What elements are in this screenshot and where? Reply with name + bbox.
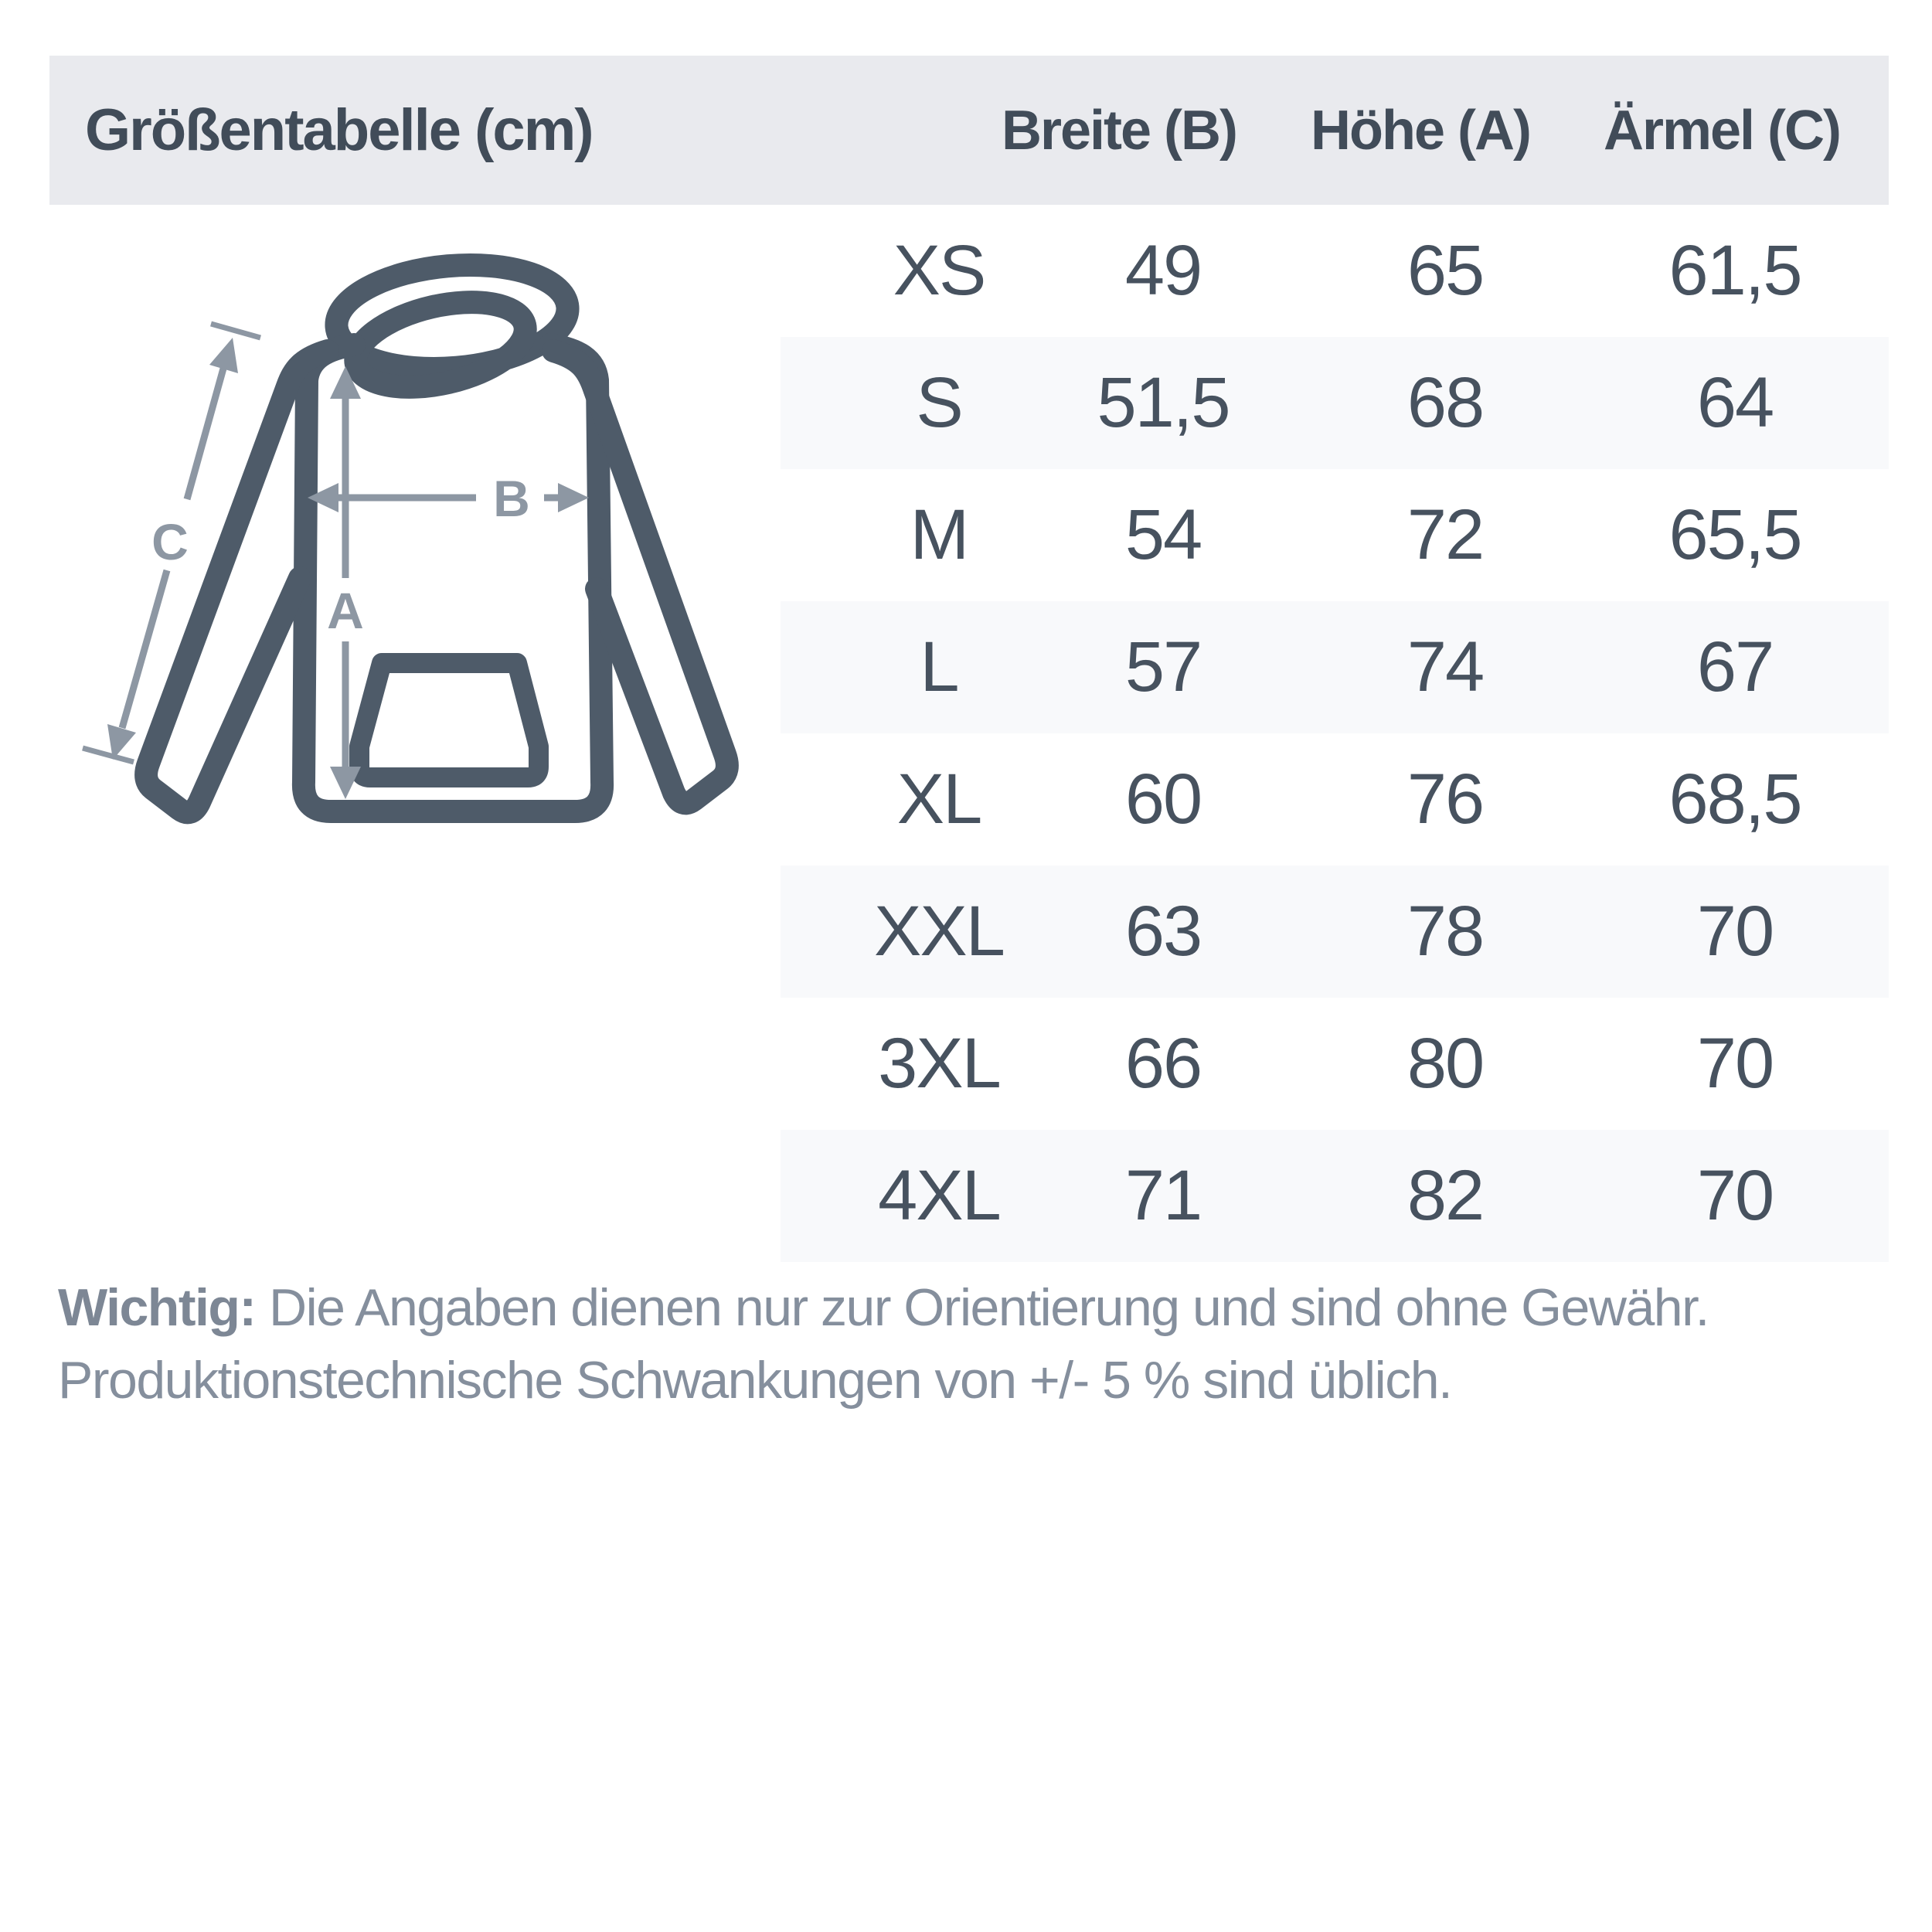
hoehe-cell: 76	[1406, 760, 1484, 838]
note-prefix: Wichtig:	[58, 1278, 256, 1337]
hoehe-cell: 80	[1406, 1024, 1484, 1103]
size-cell: XXL	[874, 892, 1004, 971]
breite-cell: 71	[1124, 1156, 1202, 1235]
table-row	[781, 1130, 1889, 1262]
measure-arrow-c-line	[187, 360, 226, 499]
table-row	[781, 205, 1889, 337]
hoehe-cell: 68	[1406, 363, 1484, 442]
hood-outer-ring	[332, 256, 572, 378]
size-cell: S	[916, 363, 962, 442]
breite-cell: 54	[1124, 495, 1202, 574]
hoehe-cell: 72	[1406, 495, 1484, 574]
hoehe-cell: 74	[1406, 628, 1484, 706]
hood-inner-ring	[348, 287, 534, 402]
note-line-1	[58, 1271, 1882, 1344]
size-cell: 4XL	[878, 1156, 1000, 1235]
hoodie-diagram	[54, 193, 781, 989]
hoehe-cell: 82	[1406, 1156, 1484, 1235]
table-row	[781, 733, 1889, 866]
hoehe-cell: 65	[1406, 231, 1484, 310]
note-line-2: Produktionstechnische Schwankungen von +/- 5 % sind üblich.	[58, 1351, 1452, 1410]
arrowhead-c-up	[209, 338, 238, 373]
measure-label-b: B	[493, 470, 530, 527]
measure-arrow-c-tick	[211, 324, 260, 338]
header-bar	[49, 56, 1889, 205]
table-row	[781, 337, 1889, 469]
breite-cell: 49	[1124, 231, 1202, 310]
breite-cell: 51,5	[1097, 363, 1230, 442]
hoodie-right-sleeve	[553, 351, 727, 803]
size-cell: XL	[896, 760, 981, 838]
aermel-cell: 70	[1696, 892, 1774, 971]
size-cell: L	[920, 628, 958, 706]
column-header-aermel: Ärmel (C)	[1603, 99, 1841, 162]
breite-cell: 60	[1124, 760, 1202, 838]
aermel-cell: 68,5	[1668, 760, 1801, 838]
table-row	[781, 998, 1889, 1130]
size-cell: 3XL	[878, 1024, 1000, 1103]
aermel-cell: 67	[1696, 628, 1774, 706]
table-row	[781, 469, 1889, 601]
breite-cell: 63	[1124, 892, 1202, 971]
breite-cell: 66	[1124, 1024, 1202, 1103]
aermel-cell: 70	[1696, 1024, 1774, 1103]
measure-label-c: C	[151, 513, 189, 570]
measure-label-a: A	[327, 582, 364, 639]
aermel-cell: 70	[1696, 1156, 1774, 1235]
size-cell: M	[910, 495, 968, 574]
aermel-cell: 65,5	[1668, 495, 1801, 574]
column-header-breite: Breite (B)	[1001, 99, 1237, 162]
measure-arrow-c-tick	[83, 748, 134, 762]
hoehe-cell: 78	[1406, 892, 1484, 971]
note-line1-text: Die Angaben dienen nur zur Orientierung und sind ohne Gewähr.	[255, 1278, 1709, 1337]
arrowhead-b-right	[558, 483, 589, 512]
hoodie-pocket	[359, 663, 539, 777]
table-row	[781, 601, 1889, 733]
size-table	[781, 205, 1889, 1262]
table-row	[781, 866, 1889, 998]
breite-cell: 57	[1124, 628, 1202, 706]
size-cell: XS	[893, 231, 985, 310]
aermel-cell: 64	[1696, 363, 1774, 442]
disclaimer-note	[58, 1271, 1882, 1417]
aermel-cell: 61,5	[1668, 231, 1801, 310]
column-header-hoehe: Höhe (A)	[1311, 99, 1530, 162]
page-title: Größentabelle (cm)	[85, 97, 593, 163]
